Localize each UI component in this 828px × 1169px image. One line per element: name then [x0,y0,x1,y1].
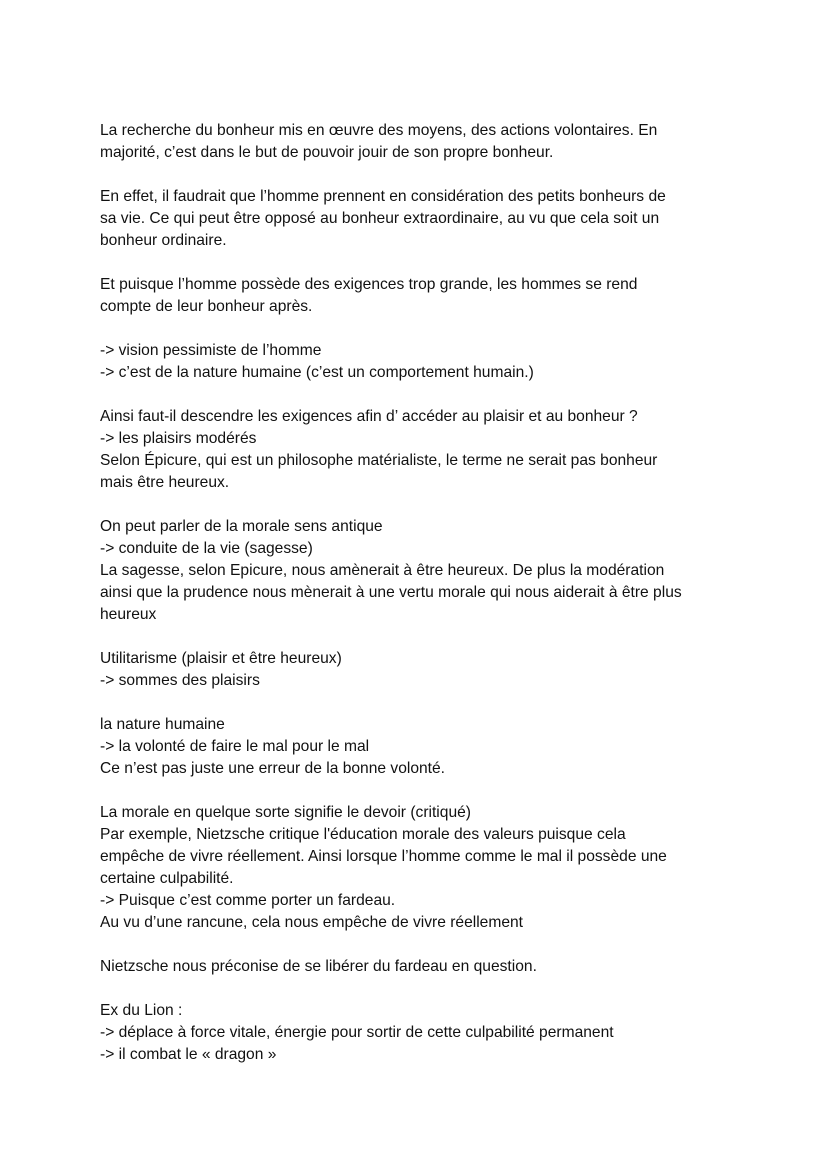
paragraph-11 [100,1000,740,1066]
text-line: La recherche du bonheur mis en œuvre des moyens, des actions volontaires. En [100,122,658,139]
text-line: -> conduite de la vie (sagesse) [100,540,313,557]
paragraph-5 [100,406,740,494]
text-line: En effet, il faudrait que l’homme prennent en considération des petits bonheurs de [100,188,666,205]
text-line: majorité, c’est dans le but de pouvoir jouir de son propre bonheur. [100,144,554,161]
paragraph-9 [100,802,740,934]
text-line: -> déplace à force vitale, énergie pour sortir de cette culpabilité permanent [100,1024,614,1041]
text-line: Au vu d’une rancune, cela nous empêche de vivre réellement [100,914,524,931]
paragraph-1 [100,120,740,164]
text-line: -> les plaisirs modérés [100,430,257,447]
paragraph-3 [100,274,740,318]
text-line: Ainsi faut-il descendre les exigences afin d’ accéder au plaisir et au bonheur ? [100,408,638,425]
text-line: Nietzsche nous préconise de se libérer du fardeau en question. [100,958,537,975]
paragraph-8 [100,714,740,780]
text-line: certaine culpabilité. [100,870,234,887]
text-line: heureux [100,606,157,623]
text-line: -> Puisque c’est comme porter un fardeau. [100,892,396,909]
text-line: Par exemple, Nietzsche critique l'éducation morale des valeurs puisque cela [100,826,626,843]
text-line: -> c’est de la nature humaine (c’est un comportement humain.) [100,364,534,381]
text-line: -> il combat le « dragon » [100,1046,277,1063]
text-line: La morale en quelque sorte signifie le devoir (critiqué) [100,804,471,821]
text-line: mais être heureux. [100,474,230,491]
text-line: empêche de vivre réellement. Ainsi lorsque l’homme comme le mal il possède une [100,848,667,865]
document-page [100,120,740,1066]
text-line: Et puisque l’homme possède des exigences trop grande, les hommes se rend [100,276,638,293]
text-line: On peut parler de la morale sens antique [100,518,383,535]
text-line: compte de leur bonheur après. [100,298,313,315]
paragraph-2 [100,186,740,252]
text-line: Selon Épicure, qui est un philosophe matérialiste, le terme ne serait pas bonheur [100,452,658,469]
text-line: sa vie. Ce qui peut être opposé au bonheur extraordinaire, au vu que cela soit un [100,210,660,227]
text-line: -> sommes des plaisirs [100,672,260,689]
text-line: Utilitarisme (plaisir et être heureux) [100,650,342,667]
text-line: bonheur ordinaire. [100,232,227,249]
text-line: ainsi que la prudence nous mènerait à une vertu morale qui nous aiderait à être plus [100,584,682,601]
text-line: la nature humaine [100,716,225,733]
text-line: Ex du Lion : [100,1002,183,1019]
text-line: -> vision pessimiste de l’homme [100,342,322,359]
text-line: La sagesse, selon Epicure, nous amènerait à être heureux. De plus la modération [100,562,665,579]
paragraph-7 [100,648,740,692]
text-line: Ce n’est pas juste une erreur de la bonne volonté. [100,760,446,777]
paragraph-6 [100,516,740,626]
paragraph-10 [100,956,740,978]
paragraph-4 [100,340,740,384]
text-line: -> la volonté de faire le mal pour le mal [100,738,370,755]
